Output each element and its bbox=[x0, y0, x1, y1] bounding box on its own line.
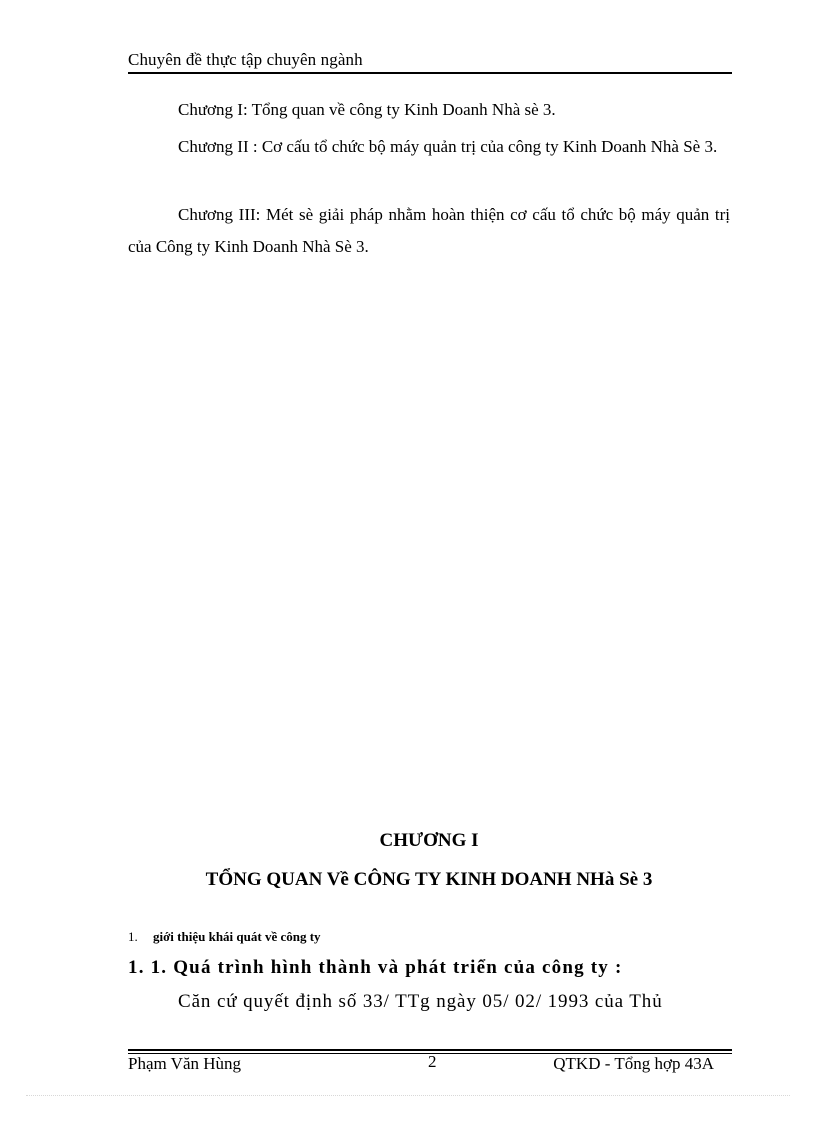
footer-class-label: QTKD - Tổng hợp 43A bbox=[553, 1054, 714, 1073]
paragraph-chapter-2: Chương II : Cơ cấu tổ chức bộ máy quản trị của công ty Kinh Doanh Nhà Sè 3. bbox=[178, 137, 718, 156]
footer-rule-thick bbox=[128, 1049, 732, 1051]
subsection-heading: 1. 1. Quá trình hình thành và phát triển của công ty : bbox=[128, 957, 623, 978]
footer-page-number: 2 bbox=[428, 1052, 437, 1071]
section-heading-small bbox=[128, 929, 321, 945]
section-title: giới thiệu khái quát về công ty bbox=[153, 929, 321, 944]
page-header bbox=[128, 48, 732, 74]
page-edge-divider bbox=[26, 1095, 790, 1096]
header-title: Chuyên đề thực tập chuyên ngành bbox=[128, 50, 363, 69]
chapter-number: CHƯƠNG I bbox=[379, 830, 479, 851]
chapter-title: TỔNG QUAN Về CÔNG TY KINH DOANH NHà Sè 3 bbox=[205, 869, 653, 890]
paragraph-chapter-1: Chương I: Tổng quan về công ty Kinh Doanh Nhà sè 3. bbox=[178, 100, 556, 119]
body-text-line: Căn cứ quyết định số 33/ TTg ngày 05/ 02/ 1993 của Thủ bbox=[178, 991, 663, 1012]
footer-author: Phạm Văn Hùng bbox=[128, 1054, 242, 1073]
paragraph-chapter-3: Chương III: Mét sè giải pháp nhằm hoàn thiện cơ cấu tổ chức bộ máy quản trị của Công ty Kinh Doanh Nhà Sè 3. bbox=[128, 205, 730, 256]
section-number: 1. bbox=[128, 929, 138, 944]
